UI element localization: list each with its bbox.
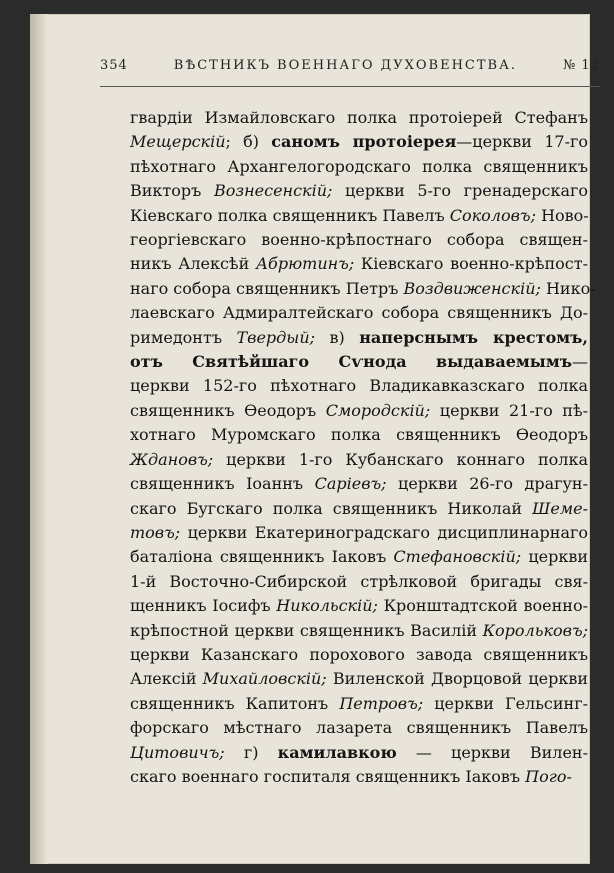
text-run: скаго военнаго госпиталя священникъ Іаковъ bbox=[130, 766, 526, 786]
text-run: форскаго мѣстнаго лазарета священникъ Павелъ bbox=[130, 718, 588, 738]
text-run: 1-й Восточно-Сибирской стрѣлковой бригады свя- bbox=[130, 571, 588, 591]
text-run: церкви 5-го гренадерскаго bbox=[332, 181, 588, 201]
text-run: пѣхотнаго Архангелогородскаго полка священникъ bbox=[130, 156, 588, 176]
text-line bbox=[130, 252, 588, 276]
text-run: Кронштадтской военно- bbox=[377, 596, 588, 616]
text-line bbox=[130, 765, 588, 789]
text-run: Ново- bbox=[535, 205, 589, 225]
issue-number: № 12 bbox=[563, 58, 600, 73]
page-number: 354 bbox=[100, 58, 128, 73]
italic-name: Пого- bbox=[525, 766, 572, 786]
text-run: Кіевскаго полка священникъ Павелъ bbox=[130, 205, 450, 225]
text-line bbox=[130, 667, 588, 691]
text-line bbox=[130, 448, 588, 472]
text-line bbox=[130, 521, 588, 545]
text-run: церкви 1-го Кубанскаго коннаго полка bbox=[213, 449, 588, 469]
text-run: церкви bbox=[521, 547, 588, 567]
text-run: церкви Гельсинг- bbox=[423, 693, 588, 713]
bold-phrase: наперснымъ крестомъ, bbox=[359, 327, 588, 347]
italic-name: товъ; bbox=[130, 522, 181, 542]
text-run: Викторъ bbox=[130, 181, 214, 201]
text-line bbox=[130, 594, 588, 618]
text-run: гвардіи Измайловскаго полка протоіерей Стефанъ bbox=[130, 108, 588, 127]
text-run: церкви 152-го пѣхотнаго Владикавказскаго полка bbox=[130, 376, 588, 396]
text-run: Виленской Дворцовой церкви bbox=[326, 669, 588, 689]
page-spine-shadow bbox=[30, 14, 48, 864]
text-run: Алексій bbox=[130, 669, 203, 689]
text-run: священникъ Капитонъ bbox=[130, 693, 340, 713]
text-run: баталіона священникъ Іаковъ bbox=[130, 547, 394, 567]
text-run: георгіевскаго военно-крѣпостнаго собора священ- bbox=[130, 230, 588, 250]
text-line bbox=[130, 497, 588, 521]
text-run: г) bbox=[224, 742, 278, 762]
italic-name: Михайловскій; bbox=[202, 669, 327, 689]
italic-name: Шеме- bbox=[532, 498, 588, 518]
text-line bbox=[130, 741, 588, 765]
text-run: ; б) bbox=[225, 132, 272, 152]
text-line bbox=[130, 472, 588, 496]
text-line bbox=[130, 716, 588, 740]
text-run: церкви Казанскаго порохового завода священникъ bbox=[130, 644, 588, 664]
text-run: в) bbox=[315, 327, 360, 347]
text-run: римедонтъ bbox=[130, 327, 237, 347]
text-run: священникъ Ѳеодоръ bbox=[130, 400, 326, 420]
text-run: Кіевскаго военно-крѣпост- bbox=[354, 254, 588, 274]
text-line bbox=[130, 374, 588, 398]
text-line bbox=[130, 350, 588, 374]
body-text bbox=[130, 106, 596, 789]
text-line bbox=[130, 228, 588, 252]
text-line bbox=[130, 301, 588, 325]
text-run: лаевскаго Адмиралтейскаго собора священникъ До- bbox=[130, 303, 588, 323]
italic-name: Вознесенскій; bbox=[213, 181, 333, 201]
running-title: ВѢСТНИКЪ ВОЕННАГО ДУХОВЕНСТВА. bbox=[173, 58, 518, 73]
text-line bbox=[130, 130, 588, 154]
text-run: щенникъ Іосифъ bbox=[130, 596, 277, 616]
italic-name: Смородскій; bbox=[325, 400, 431, 420]
text-run: — bbox=[572, 352, 588, 372]
italic-name: Абрютинъ; bbox=[255, 254, 355, 274]
running-header bbox=[100, 58, 600, 73]
text-line bbox=[130, 692, 588, 716]
italic-name: Цитовичъ; bbox=[130, 742, 225, 762]
italic-name: Ждановъ; bbox=[130, 449, 214, 469]
text-run: священникъ Іоаннъ bbox=[130, 474, 315, 494]
text-line bbox=[130, 204, 588, 228]
italic-name: Саріевъ; bbox=[314, 474, 387, 494]
italic-name: Воздвиженскій; bbox=[403, 278, 541, 298]
text-run: церкви 21-го пѣ- bbox=[430, 400, 589, 420]
italic-name: Твердый; bbox=[236, 327, 316, 347]
book-page bbox=[30, 14, 600, 864]
text-line bbox=[130, 619, 588, 643]
italic-name: Корольковъ; bbox=[482, 620, 588, 640]
text-run: скаго Бугскаго полка священникъ Николай bbox=[130, 498, 533, 518]
bold-phrase: камилавкою bbox=[277, 742, 397, 762]
text-line bbox=[130, 423, 588, 447]
text-line bbox=[130, 545, 588, 569]
text-run: церкви 26-го драгун- bbox=[386, 474, 589, 494]
text-line bbox=[130, 155, 588, 179]
italic-name: Стефановскій; bbox=[393, 547, 522, 567]
text-run: Нико- bbox=[540, 278, 596, 298]
text-run: —церкви 17-го bbox=[456, 132, 588, 152]
text-line bbox=[130, 643, 588, 667]
text-run: хотнаго Муромскаго полка священникъ Ѳеодоръ bbox=[130, 425, 588, 445]
text-line bbox=[130, 179, 588, 203]
bold-phrase: отъ Святѣйшаго Сѵнода выдаваемымъ bbox=[130, 352, 572, 372]
text-run: церкви Екатериноградскаго дисциплинарнаго bbox=[180, 522, 588, 542]
italic-name: Мещерскій bbox=[130, 132, 226, 152]
text-run: никъ Алексѣй bbox=[130, 254, 256, 274]
text-line bbox=[130, 106, 588, 130]
text-run: наго собора священникъ Петръ bbox=[130, 278, 404, 298]
bold-phrase: саномъ протоіерея bbox=[271, 132, 457, 152]
italic-name: Никольскій; bbox=[276, 596, 378, 616]
italic-name: Соколовъ; bbox=[449, 205, 536, 225]
text-line bbox=[130, 277, 596, 301]
text-line bbox=[130, 570, 588, 594]
italic-name: Петровъ; bbox=[339, 693, 424, 713]
text-run: — церкви Вилен- bbox=[396, 742, 589, 762]
header-rule bbox=[100, 86, 600, 87]
text-run: крѣпостной церкви священникъ Василій bbox=[130, 620, 483, 640]
text-line bbox=[130, 326, 588, 350]
text-line bbox=[130, 399, 588, 423]
